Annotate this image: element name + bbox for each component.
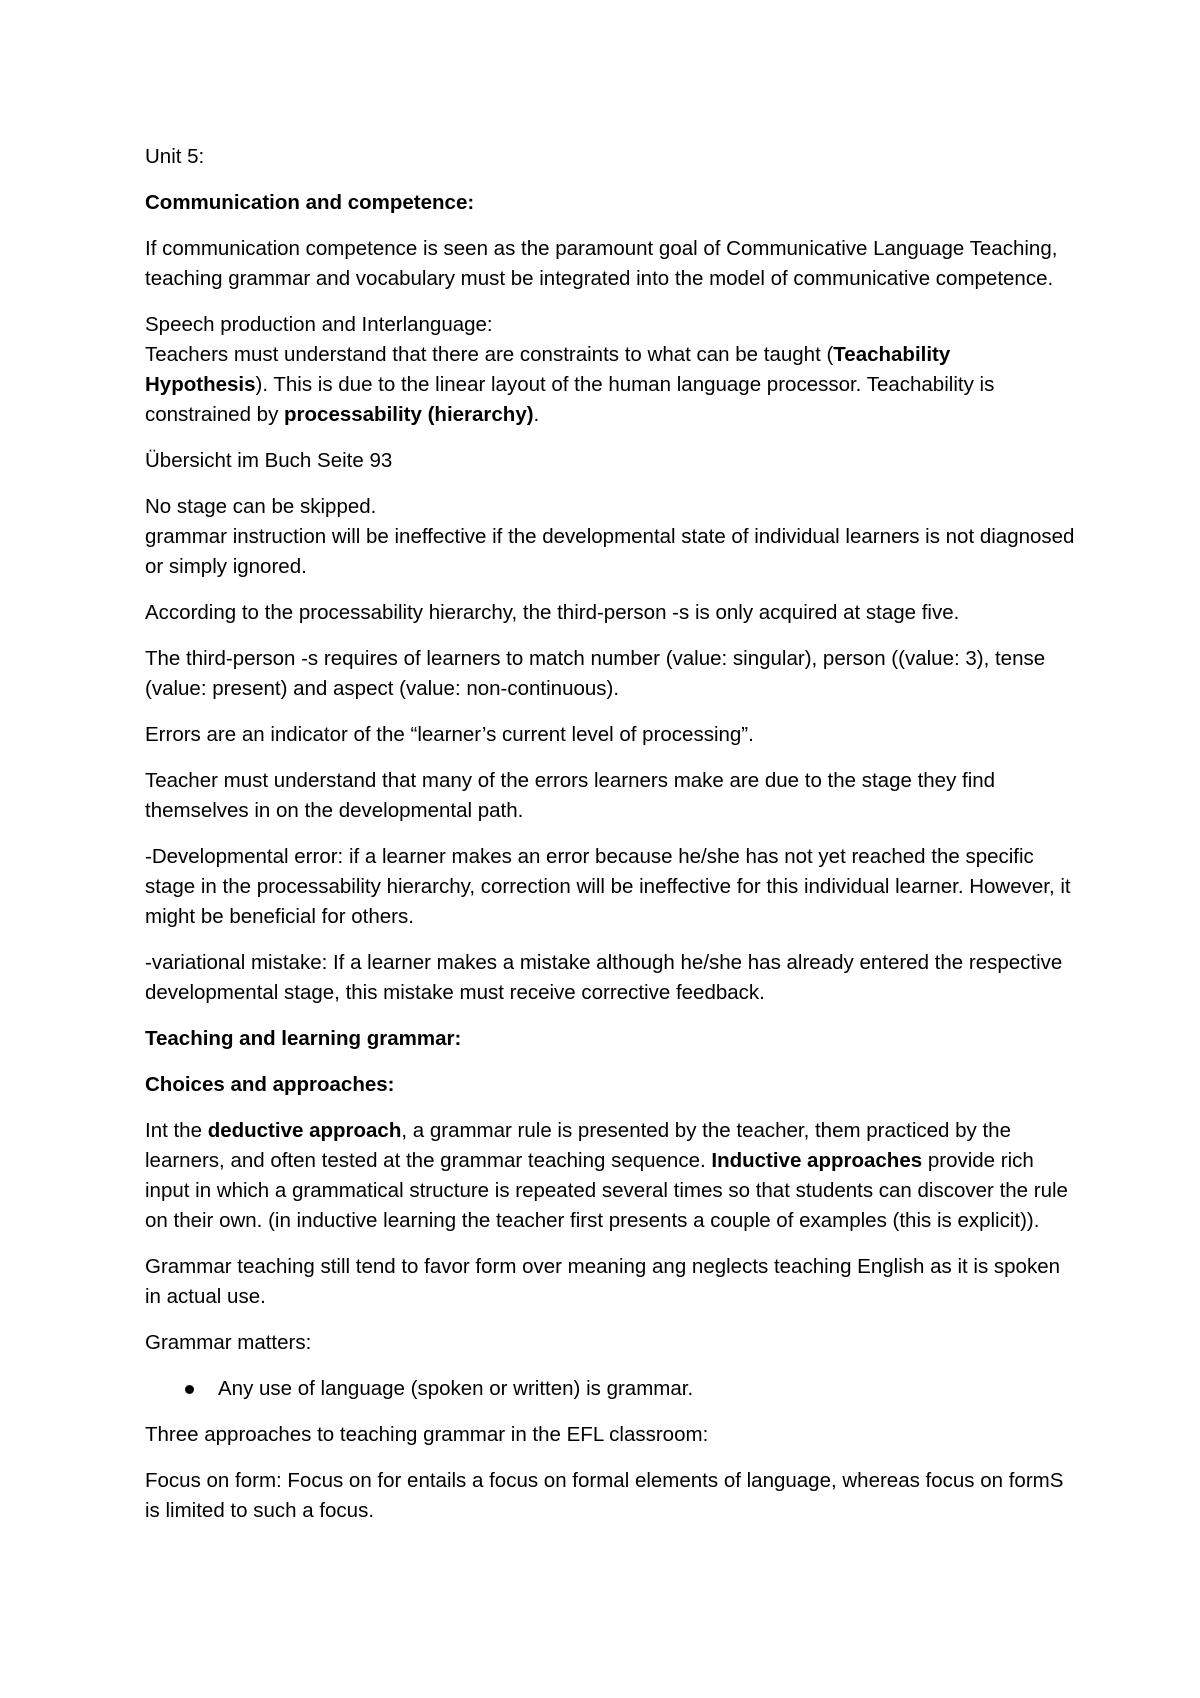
section-heading-choices: Choices and approaches: (145, 1073, 395, 1096)
paragraph-grammar-matters: Grammar matters: (145, 1331, 312, 1354)
paragraph-book-reference: Übersicht im Buch Seite 93 (145, 449, 393, 472)
term-inductive-approaches: Inductive approaches (711, 1149, 923, 1172)
term-processability: processability (hierarchy) (284, 403, 534, 426)
section-heading-communication: Communication and competence: (145, 191, 475, 214)
list-item: Any use of language (spoken or written) is grammar. (185, 1374, 1075, 1404)
subheading-speech-production: Speech production and Interlanguage: (145, 313, 493, 336)
paragraph-variational-mistake: -variational mistake: If a learner makes a mistake although he/she has already entered the respective developmental stage, this mistake must receive corrective feedback. (145, 951, 1063, 1004)
paragraph-teacher-errors: Teacher must understand that many of the errors learners make are due to the stage they find themselves in on the developmental path. (145, 769, 996, 822)
paragraph-errors-indicator: Errors are an indicator of the “learner’s current level of processing”. (145, 723, 754, 746)
paragraph-speech-production: Speech production and Interlanguage: Teachers must understand that there are constraints to what can be taught (Teachability Hypothesis). This is due to the linear layout of the human language processor. Teachability is constrained by processability (hierarchy). (145, 313, 995, 426)
section-heading-teaching-grammar: Teaching and learning grammar: (145, 1027, 462, 1050)
term-deductive-approach: deductive approach (207, 1119, 402, 1142)
paragraph-developmental-error: -Developmental error: if a learner makes an error because he/she has not yet reached the specific stage in the processability hierarchy, correction will be ineffective for this individual learner. However, it might be beneficial for others. (145, 845, 1071, 928)
document-page (145, 142, 1075, 1542)
paragraph-no-stage-skipped: No stage can be skipped. grammar instruction will be ineffective if the developmental state of individual learners is not diagnosed or simply ignored. (145, 495, 1075, 578)
term-teachability-hypothesis: Teachability Hypothesis (145, 343, 951, 396)
paragraph-focus-on-form: Focus on form: Focus on for entails a focus on formal elements of language, whereas focus on formS is limited to such a focus. (145, 1469, 1064, 1522)
paragraph-third-person-stage: According to the processability hierarchy, the third-person -s is only acquired at stage five. (145, 601, 960, 624)
paragraph-deductive-inductive: Int the deductive approach, a grammar rule is presented by the teacher, them practiced by the learners, and often tested at the grammar teaching sequence. Inductive approaches provide rich input in which a grammatical structure is repeated several times so that students can discover the rule on their own. (in inductive learning the teacher first presents a couple of examples (this is explicit)). (145, 1119, 1068, 1232)
bullet-list (145, 1374, 1075, 1404)
paragraph-communication-competence: If communication competence is seen as the paramount goal of Communicative Language Teaching, teaching grammar and vocabulary must be integrated into the model of communicative competence. (145, 237, 1058, 290)
unit-title: Unit 5: (145, 145, 205, 168)
paragraph-grammar-teaching-form: Grammar teaching still tend to favor form over meaning ang neglects teaching English as it is spoken in actual use. (145, 1255, 1060, 1308)
paragraph-third-person-requirements: The third-person -s requires of learners to match number (value: singular), person ((value: 3), tense (value: present) and aspect (value: non-continuous). (145, 647, 1046, 700)
paragraph-three-approaches: Three approaches to teaching grammar in the EFL classroom: (145, 1423, 709, 1446)
bullet-icon (185, 1385, 194, 1394)
